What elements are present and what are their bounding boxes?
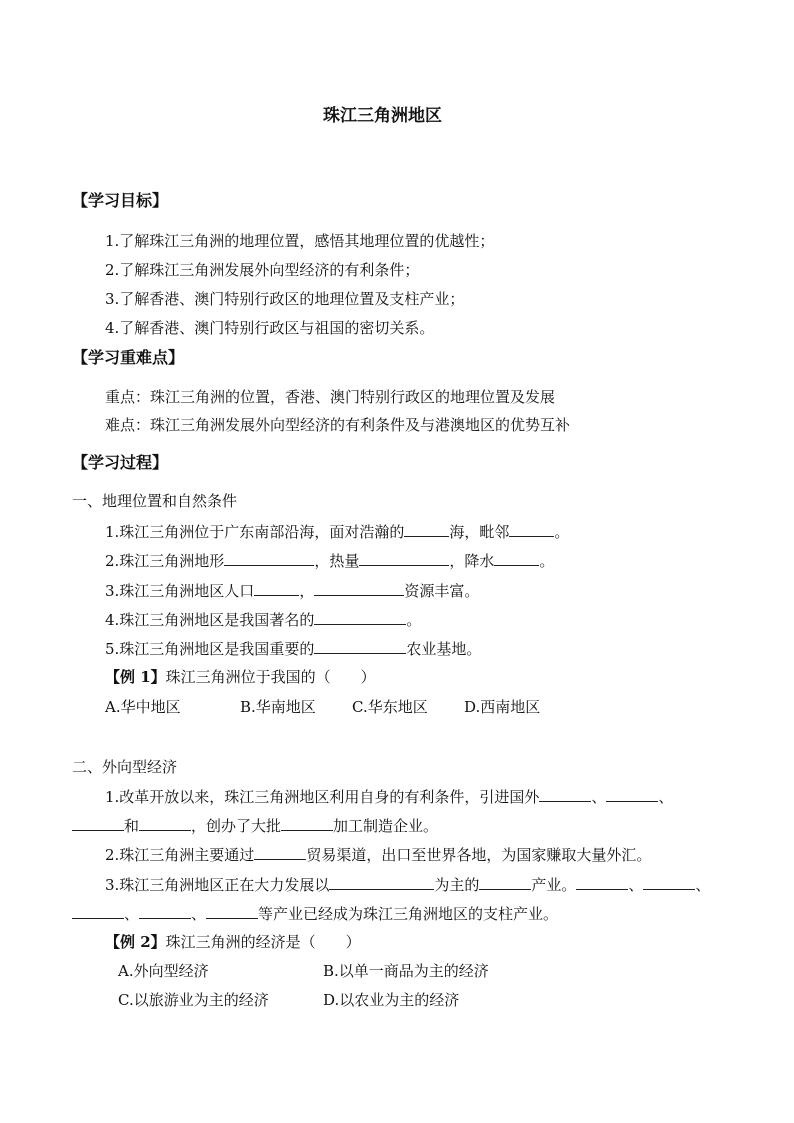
answer-blank[interactable] — [314, 580, 404, 596]
objectives-heading: 【学习目标】 — [72, 191, 169, 210]
answer-blank[interactable] — [329, 874, 434, 890]
answer-blank[interactable] — [139, 815, 191, 831]
answer-blank[interactable] — [72, 815, 124, 831]
part1-heading: 一、地理位置和自然条件 — [72, 492, 238, 510]
answer-blank[interactable] — [224, 550, 314, 566]
answer-blank[interactable] — [206, 903, 258, 919]
answer-blank[interactable] — [404, 521, 449, 537]
part2-question-1-line-1: 1.改革开放以来，珠江三角洲地区利用自身的有利条件，引进国外 、 、 — [105, 788, 674, 806]
example-1: 【例 1】珠江三角洲位于我国的（ ） — [105, 668, 376, 686]
option-c: C.以旅游业为主的经济 — [118, 991, 269, 1009]
option-b: B.华南地区 — [240, 698, 316, 716]
answer-blank[interactable] — [606, 786, 658, 802]
objective-item: 2.了解珠江三角洲发展外向型经济的有利条件； — [105, 261, 420, 279]
answer-blank[interactable] — [72, 903, 124, 919]
answer-blank[interactable] — [314, 609, 406, 625]
part2-question-1-line-2: 和 ，创办了大批 加工制造企业。 — [72, 815, 438, 836]
part2-question-3-line-1: 3.珠江三角洲地区正在大力发展以 为主的 产业。 、 、 — [105, 876, 711, 894]
page-title: 珠江三角洲地区 — [323, 106, 442, 126]
answer-blank[interactable] — [314, 638, 406, 654]
option-d: D.西南地区 — [464, 698, 541, 716]
keypoint-important: 重点：珠江三角洲的位置，香港、澳门特别行政区的地理位置及发展 — [105, 388, 556, 406]
part2-heading: 二、外向型经济 — [72, 758, 178, 776]
part1-question-3: 3.珠江三角洲地区人口 ， 资源丰富。 — [105, 582, 480, 600]
part1-question-2: 2.珠江三角洲地形 ，热量 ，降水 。 — [105, 552, 555, 570]
part1-question-5: 5.珠江三角洲地区是我国重要的 农业基地。 — [105, 640, 482, 658]
option-a: A.华中地区 — [105, 698, 181, 716]
answer-blank[interactable] — [509, 521, 554, 537]
answer-blank[interactable] — [479, 874, 531, 890]
example-2: 【例 2】珠江三角洲的经济是（ ） — [105, 933, 361, 951]
objective-item: 1.了解珠江三角洲的地理位置，感悟其地理位置的优越性； — [105, 232, 495, 250]
option-a: A.外向型经济 — [118, 962, 209, 980]
keypoints-heading: 【学习重难点】 — [72, 348, 185, 367]
process-heading: 【学习过程】 — [72, 453, 169, 472]
keypoint-difficult: 难点：珠江三角洲发展外向型经济的有利条件及与港澳地区的优势互补 — [105, 416, 571, 434]
part1-question-1: 1.珠江三角洲位于广东南部沿海，面对浩瀚的 海，毗邻 。 — [105, 523, 570, 541]
option-b: B.以单一商品为主的经济 — [323, 962, 489, 980]
answer-blank[interactable] — [139, 903, 191, 919]
answer-blank[interactable] — [359, 550, 449, 566]
answer-blank[interactable] — [254, 844, 306, 860]
answer-blank[interactable] — [539, 786, 591, 802]
answer-blank[interactable] — [281, 815, 333, 831]
part2-question-2: 2.珠江三角洲主要通过 贸易渠道，出口至世界各地，为国家赚取大量外汇。 — [105, 846, 652, 864]
part1-question-4: 4.珠江三角洲地区是我国著名的 。 — [105, 611, 422, 629]
part2-question-3-line-2: 、 、 等产业已经成为珠江三角洲地区的支柱产业。 — [72, 903, 558, 924]
option-d: D.以农业为主的经济 — [323, 991, 460, 1009]
option-c: C.华东地区 — [352, 698, 428, 716]
answer-blank[interactable] — [576, 874, 628, 890]
answer-blank[interactable] — [643, 874, 695, 890]
answer-blank[interactable] — [254, 580, 299, 596]
answer-blank[interactable] — [494, 550, 539, 566]
objective-item: 4.了解香港、澳门特别行政区与祖国的密切关系。 — [105, 319, 435, 337]
objective-item: 3.了解香港、澳门特别行政区的地理位置及支柱产业； — [105, 290, 465, 308]
